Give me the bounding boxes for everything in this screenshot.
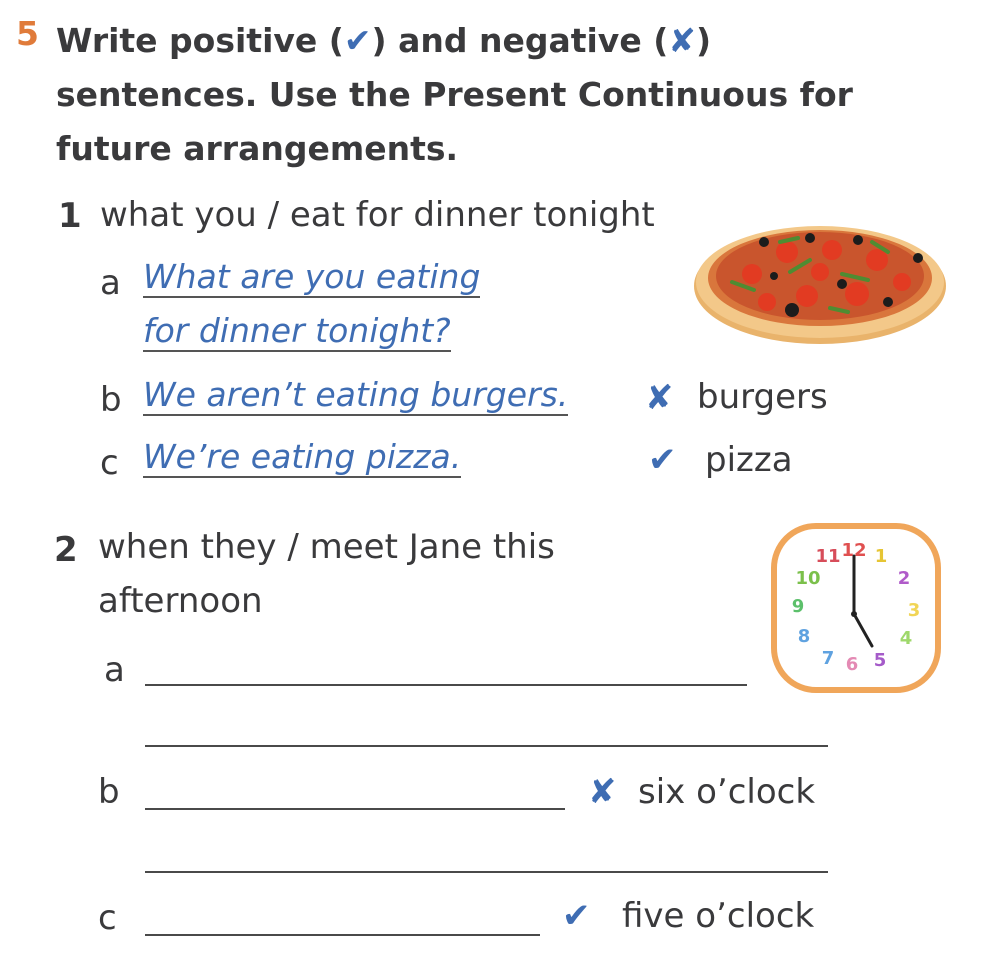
- cross-icon: ✘: [645, 378, 674, 418]
- item-1a-answer-line1: What are you eating: [143, 257, 481, 296]
- item-2-number: 2: [54, 530, 78, 570]
- clock-number-7: 7: [821, 648, 835, 669]
- clock-number-3: 3: [907, 600, 921, 621]
- item-2c-letter: c: [98, 898, 117, 938]
- answer-line-2a-1[interactable]: [145, 684, 747, 686]
- clock-number-10: 10: [795, 568, 821, 589]
- item-2b-cue: six o’clock: [638, 772, 816, 812]
- answer-line-2a-2[interactable]: [145, 745, 828, 747]
- cross-icon: ✘: [588, 772, 617, 812]
- exercise-number: 5: [16, 14, 39, 53]
- answer-line-2b-1[interactable]: [145, 808, 565, 810]
- item-2b-letter: b: [98, 772, 120, 812]
- item-1c-answer: We’re eating pizza.: [143, 437, 462, 476]
- clock-number-4: 4: [899, 628, 913, 649]
- item-1a-answer-line2: for dinner tonight?: [143, 311, 451, 350]
- pizza-image: [692, 212, 948, 348]
- item-1-number: 1: [58, 196, 82, 236]
- negative-cross-icon: ✘: [668, 21, 696, 60]
- item-2a-letter: a: [104, 650, 125, 690]
- item-1b-cue: burgers: [697, 377, 828, 417]
- clock-number-2: 2: [897, 568, 911, 589]
- item-1b-letter: b: [100, 380, 122, 420]
- clock-number-1: 1: [874, 546, 888, 567]
- item-1a-letter: a: [100, 263, 121, 303]
- item-1-prompt: what you / eat for dinner tonight: [100, 195, 655, 235]
- item-2-prompt-line1: when they / meet Jane this: [98, 527, 555, 567]
- clock-number-11: 11: [815, 546, 841, 567]
- clock-image: [768, 520, 944, 696]
- clock-number-6: 6: [845, 654, 859, 675]
- answer-line-2c[interactable]: [145, 934, 540, 936]
- clock-number-5: 5: [873, 650, 887, 671]
- item-1c-cue: pizza: [705, 440, 793, 480]
- check-icon: ✔: [562, 896, 591, 936]
- clock-number-8: 8: [797, 626, 811, 647]
- clock-number-9: 9: [791, 596, 805, 617]
- item-2-prompt-line2: afternoon: [98, 581, 263, 621]
- clock-number-12: 12: [841, 540, 867, 561]
- positive-check-icon: ✔: [343, 21, 372, 60]
- item-2c-cue: five o’clock: [622, 896, 815, 936]
- exercise-instruction: Write positive (✔) and negative (✘) sentences. Use the Present Continuous for future arrangements.: [56, 21, 853, 168]
- item-1b-answer: We aren’t eating burgers.: [143, 375, 569, 414]
- item-1c-letter: c: [100, 443, 119, 483]
- check-icon: ✔: [648, 440, 677, 480]
- answer-line-2b-2[interactable]: [145, 871, 828, 873]
